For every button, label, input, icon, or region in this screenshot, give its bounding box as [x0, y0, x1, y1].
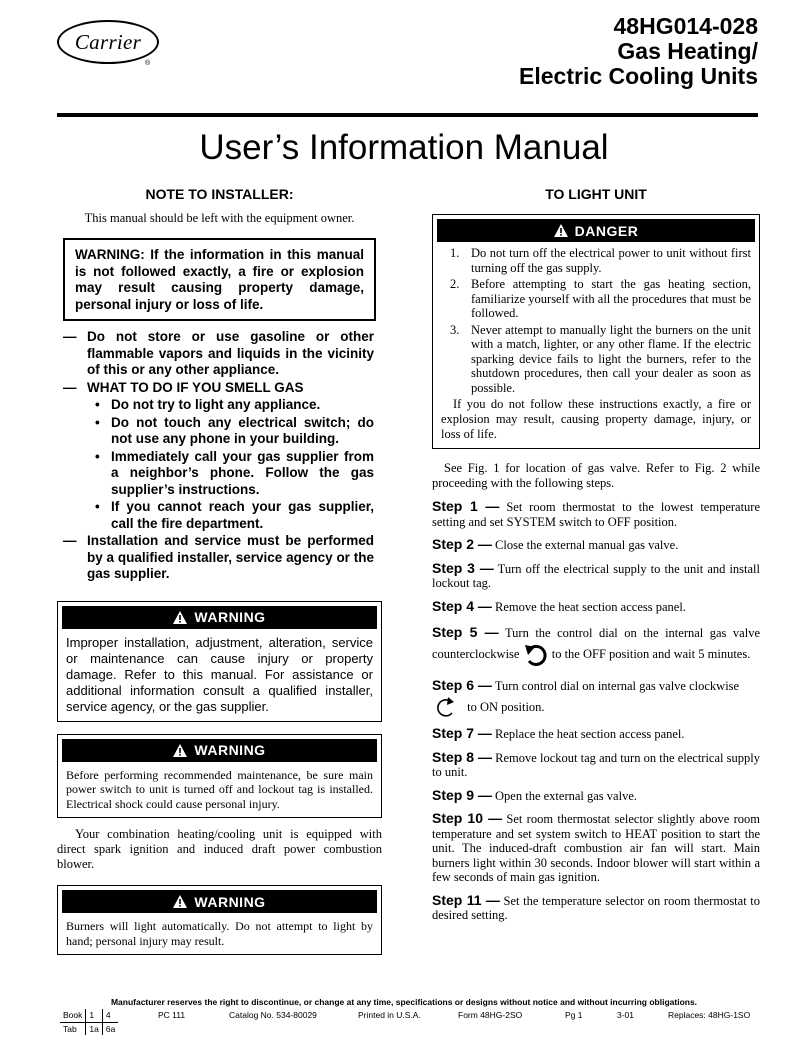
model-number: 48HG014-028 — [613, 13, 758, 39]
step-label: Step 7 — — [432, 725, 492, 741]
list-item-text: WHAT TO DO IF YOU SMELL GAS — [87, 379, 304, 395]
list-marker: — — [63, 379, 77, 395]
step-label: Step 4 — — [432, 597, 492, 614]
step-text-a: counterclockwise — [432, 646, 520, 661]
warning-header — [62, 890, 377, 913]
list-item — [63, 380, 374, 397]
danger-label: DANGER — [574, 222, 639, 239]
sub-list-item — [63, 415, 374, 448]
sub-list-item-text: Immediately call your gas supplier from a neighbor’s phone. Follow the gas supplier’s instructions. — [111, 448, 374, 497]
danger-header — [437, 219, 755, 242]
step-label: Step 6 — — [432, 677, 492, 693]
catalog-number: Catalog No. 534-80029 — [229, 1010, 317, 1020]
warning-panel-3 — [57, 885, 382, 955]
book-tab-table — [60, 1009, 118, 1035]
list-item-text: Before attempting to start the gas heating section, familiarize yourself with all the procedures that must be followed. — [471, 277, 751, 320]
tab-value-b: 6a — [102, 1022, 118, 1035]
carrier-logo — [57, 20, 159, 64]
step-label: Step 5 — — [432, 624, 499, 640]
warning-box: WARNING: If the information in this manual is not followed exactly, a fire or explosion may result causing property damage, personal injury or loss of life. — [63, 238, 376, 321]
light-unit-heading: TO LIGHT UNIT — [545, 186, 647, 202]
step-9 — [432, 788, 760, 804]
bullet-marker: • — [95, 397, 100, 412]
step-text: Set the temperature selector on room thermostat to desired setting. — [432, 893, 761, 922]
list-number: 1. — [450, 246, 460, 260]
list-item — [437, 277, 751, 321]
form-number: Form 48HG-2SO — [458, 1010, 523, 1020]
warning-triangle-icon — [173, 611, 187, 624]
warning-text: Burners will light automatically. Do not attempt to light by hand; personal injury may result. — [66, 919, 373, 948]
warning-label: WARNING — [194, 893, 266, 910]
list-item — [63, 329, 374, 379]
printed-in: Printed in U.S.A. — [358, 1010, 421, 1020]
step-10 — [432, 811, 760, 885]
steps-intro: See Fig. 1 for location of gas valve. Refer to Fig. 2 while proceeding with the following steps. — [432, 461, 760, 490]
logo-text: Carrier — [74, 29, 142, 54]
list-number: 3. — [450, 322, 460, 337]
book-label: Book — [60, 1009, 86, 1022]
step-2 — [432, 537, 760, 553]
warning-header — [62, 739, 377, 762]
step-label: Step 1 — — [432, 498, 500, 514]
step-11 — [432, 893, 760, 923]
sub-list-item — [63, 449, 374, 499]
danger-list — [437, 246, 751, 395]
list-item-text: Do not store or use gasoline or other flammable vapors and liquids in the vicinity of this or any other appliance. — [87, 329, 374, 377]
sub-list-item — [63, 397, 374, 414]
combo-paragraph: Your combination heating/cooling unit is equipped with direct spark ignition and induced draft power combustion blower. — [57, 827, 382, 871]
step-8 — [432, 750, 760, 780]
list-item — [437, 323, 751, 396]
danger-body — [433, 246, 759, 448]
warning-triangle-icon — [554, 224, 568, 237]
left-column — [57, 186, 382, 955]
list-item-text: Do not turn off the electrical power to unit without first turning off the gas supply. — [471, 246, 751, 275]
list-item — [437, 246, 751, 275]
warning-label: WARNING — [194, 742, 266, 758]
right-column — [432, 186, 760, 923]
step-text-b: to ON position. — [467, 699, 545, 714]
list-marker: — — [63, 329, 77, 344]
book-value-a: 1 — [86, 1009, 102, 1022]
step-7 — [432, 726, 760, 742]
registered-mark: ® — [145, 60, 151, 67]
step-text: Set room thermostat to the lowest temperature setting and set SYSTEM switch to OFF position. — [432, 500, 761, 529]
step-text: Close the external manual gas valve. — [495, 538, 679, 552]
danger-closing: If you do not follow these instructions exactly, a fire or explosion may result, causing property damage, injury, or loss of life. — [441, 397, 751, 441]
step-text: Replace the heat section access panel. — [495, 727, 685, 741]
gas-instructions — [63, 329, 374, 583]
step-4 — [432, 599, 760, 615]
warning-panel-2 — [57, 734, 382, 819]
step-text: Set room thermostat selector slightly above room temperature and set system switch to HEAT position to start the unit. The induced-draft combustion air fan will start. Main burners light within 30 seconds. Indoor blower will start within a few seconds of main gas ignition. — [432, 812, 760, 884]
bullet-marker: • — [95, 499, 100, 514]
product-line-2: Gas Heating/ — [617, 38, 758, 64]
step-text: Remove the heat section access panel. — [495, 599, 686, 614]
warning-header — [62, 606, 377, 629]
step-label: Step 9 — — [432, 786, 492, 803]
warning-panel-1 — [57, 601, 382, 722]
list-marker: — — [63, 533, 77, 548]
step-text: Open the external gas valve. — [495, 788, 637, 803]
counterclockwise-arrow-icon — [523, 643, 549, 667]
clockwise-arrow-icon — [434, 696, 458, 720]
step-text: Turn control dial on internal gas valve clockwise — [494, 679, 740, 693]
bullet-marker: • — [95, 448, 100, 464]
book-value-b: 4 — [102, 1009, 118, 1022]
step-6 — [432, 675, 760, 720]
date: 3-01 — [617, 1010, 635, 1020]
warning-text: Before performing recommended maintenance, be sure main power switch to unit is turned off and lockout tag is installed. Electrical shock could cause personal injury. — [66, 767, 373, 811]
list-item-text: Installation and service must be performed by a qualified installer, service agency or the gas supplier. — [87, 533, 374, 581]
warning-triangle-icon — [173, 895, 187, 908]
sub-list-item — [63, 499, 374, 532]
danger-panel — [432, 214, 760, 449]
sub-list-item-text: Do not touch any electrical switch; do not use any phone in your building. — [111, 414, 374, 446]
pc-number: PC 111 — [158, 1010, 186, 1020]
step-label: Step 8 — — [432, 748, 492, 765]
step-3 — [432, 561, 760, 591]
intro-text: This manual should be left with the equipment owner. — [84, 211, 355, 225]
page-title: User’s Information Manual — [199, 128, 609, 167]
step-label: Step 2 — — [432, 536, 492, 552]
page-number: Pg 1 — [565, 1010, 583, 1020]
sub-list-item-text: If you cannot reach your gas supplier, call the fire department. — [111, 499, 374, 531]
note-heading: NOTE TO INSTALLER: — [145, 186, 294, 202]
step-5 — [432, 622, 760, 667]
step-1 — [432, 499, 760, 529]
warning-text: Improper installation, adjustment, alteration, service or maintenance can cause injury or property damage. Refer to this manual. For assistance or additional information consult a qualified installer, service agency, or the gas supplier. — [66, 634, 373, 714]
step-text: Turn the control dial on the internal gas valve — [504, 626, 760, 640]
tab-value-a: 1a — [86, 1022, 102, 1035]
warning-label: WARNING — [194, 609, 266, 625]
product-line-3: Electric Cooling Units — [519, 63, 758, 89]
warning-triangle-icon — [173, 744, 187, 757]
step-text: Remove lockout tag and turn on the electrical supply to unit. — [432, 750, 761, 779]
step-label: Step 11 — — [432, 891, 500, 908]
step-label: Step 10 — — [432, 810, 503, 826]
replaces: Replaces: 48HG-1SO — [668, 1010, 751, 1020]
step-text: Turn off the electrical supply to the unit and install lockout tag. — [432, 561, 761, 590]
tab-label: Tab — [63, 1023, 77, 1034]
bullet-marker: • — [95, 414, 100, 430]
product-title — [519, 14, 758, 89]
list-number: 2. — [450, 277, 460, 291]
sub-list-item-text: Do not try to light any appliance. — [111, 397, 321, 412]
list-item-text: Never attempt to manually light the burners on the unit with a match, lighter, or any other flame. If the electric sparking device fails to light the burners, refer to the shutdown procedures, then call your dealer as soon as possible. — [471, 322, 751, 395]
footer-disclaimer: Manufacturer reserves the right to discontinue, or change at any time, specifications or designs without notice and without incurring obligations. — [110, 997, 698, 1007]
step-label: Step 3 — — [432, 559, 494, 576]
header-rule — [57, 113, 758, 117]
step-text-b: to the OFF position and wait 5 minutes. — [551, 646, 751, 661]
list-item — [63, 533, 374, 583]
